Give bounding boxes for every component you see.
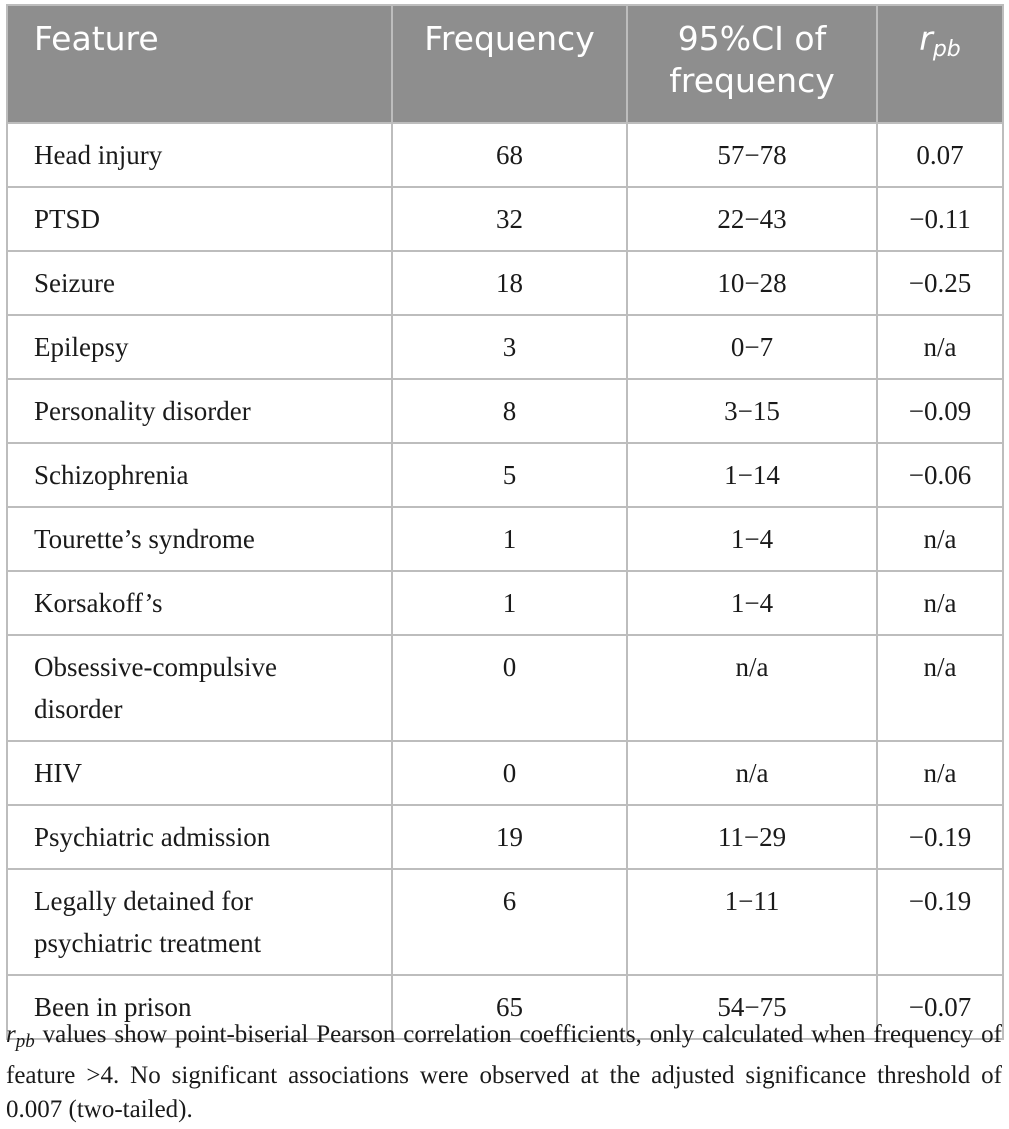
cell-frequency: 68 — [392, 123, 627, 187]
cell-feature — [7, 869, 392, 975]
cell-ci: 1−11 — [627, 869, 877, 975]
cell-rpb: −0.06 — [877, 443, 1003, 507]
cell-feature: Been in prison — [7, 975, 392, 1039]
cell-rpb: 0.07 — [877, 123, 1003, 187]
cell-feature: Schizophrenia — [7, 443, 392, 507]
cell-ci: 3−15 — [627, 379, 877, 443]
cell-frequency: 1 — [392, 507, 627, 571]
cell-frequency: 0 — [392, 741, 627, 805]
cell-ci: 57−78 — [627, 123, 877, 187]
cell-feature: Seizure — [7, 251, 392, 315]
cell-feature-line1: Legally detained for — [34, 886, 253, 916]
header-ci-line1: 95%CI of — [677, 19, 827, 58]
footnote-symbol-base: r — [6, 1021, 16, 1048]
cell-frequency: 6 — [392, 869, 627, 975]
cell-rpb: −0.19 — [877, 869, 1003, 975]
cell-rpb: n/a — [877, 571, 1003, 635]
header-ci-line2: frequency — [669, 61, 835, 100]
table-row — [7, 443, 1003, 507]
cell-feature: PTSD — [7, 187, 392, 251]
cell-rpb: −0.11 — [877, 187, 1003, 251]
cell-feature: Personality disorder — [7, 379, 392, 443]
cell-rpb: n/a — [877, 315, 1003, 379]
header-feature: Feature — [7, 5, 392, 123]
cell-feature: Psychiatric admission — [7, 805, 392, 869]
cell-frequency: 0 — [392, 635, 627, 741]
footnote-symbol-sub: pb — [15, 1031, 35, 1052]
table-row — [7, 315, 1003, 379]
table-row — [7, 635, 1003, 741]
cell-ci: 1−14 — [627, 443, 877, 507]
cell-feature: Korsakoff’s — [7, 571, 392, 635]
header-frequency: Frequency — [392, 5, 627, 123]
cell-ci: 22−43 — [627, 187, 877, 251]
cell-rpb: −0.07 — [877, 975, 1003, 1039]
cell-frequency: 18 — [392, 251, 627, 315]
cell-feature: HIV — [7, 741, 392, 805]
cell-ci: 1−4 — [627, 507, 877, 571]
cell-frequency: 1 — [392, 571, 627, 635]
cell-rpb: −0.09 — [877, 379, 1003, 443]
cell-feature: Tourette’s syndrome — [7, 507, 392, 571]
table-row — [7, 869, 1003, 975]
table-row — [7, 805, 1003, 869]
cell-frequency: 32 — [392, 187, 627, 251]
cell-ci: n/a — [627, 635, 877, 741]
cell-feature-line2: psychiatric treatment — [34, 928, 262, 958]
cell-feature: Head injury — [7, 123, 392, 187]
table-header-row — [7, 5, 1003, 123]
cell-rpb: −0.25 — [877, 251, 1003, 315]
cell-frequency: 3 — [392, 315, 627, 379]
cell-ci: n/a — [627, 741, 877, 805]
cell-feature-line1: Obsessive-compulsive — [34, 652, 277, 682]
table-row — [7, 571, 1003, 635]
footnote-symbol — [6, 1021, 35, 1052]
cell-ci: 10−28 — [627, 251, 877, 315]
table-row — [7, 251, 1003, 315]
cell-frequency: 65 — [392, 975, 627, 1039]
footnote-text: values show point-biserial Pearson correlation coefficients, only calculated when frequency of feature >4. No significant associations were observed at the adjusted significance threshold of 0.007 (two-tailed). — [6, 1021, 1002, 1123]
table-row — [7, 379, 1003, 443]
cell-ci: 0−7 — [627, 315, 877, 379]
feature-frequency-table — [6, 4, 1004, 1040]
cell-rpb: n/a — [877, 507, 1003, 571]
header-rpb-sub: pb — [932, 37, 961, 62]
cell-ci: 54−75 — [627, 975, 877, 1039]
cell-feature: Epilepsy — [7, 315, 392, 379]
header-rpb — [877, 5, 1003, 123]
cell-frequency: 8 — [392, 379, 627, 443]
cell-feature-line2: disorder — [34, 694, 123, 724]
cell-frequency: 5 — [392, 443, 627, 507]
cell-rpb: −0.19 — [877, 805, 1003, 869]
cell-rpb: n/a — [877, 635, 1003, 741]
cell-frequency: 19 — [392, 805, 627, 869]
table-row — [7, 187, 1003, 251]
cell-ci: 1−4 — [627, 571, 877, 635]
cell-ci: 11−29 — [627, 805, 877, 869]
table-row — [7, 741, 1003, 805]
table-row — [7, 507, 1003, 571]
table-row — [7, 123, 1003, 187]
header-ci — [627, 5, 877, 123]
cell-rpb: n/a — [877, 741, 1003, 805]
cell-feature — [7, 635, 392, 741]
table-footnote — [6, 1018, 1002, 1127]
header-rpb-base: r — [919, 19, 933, 58]
